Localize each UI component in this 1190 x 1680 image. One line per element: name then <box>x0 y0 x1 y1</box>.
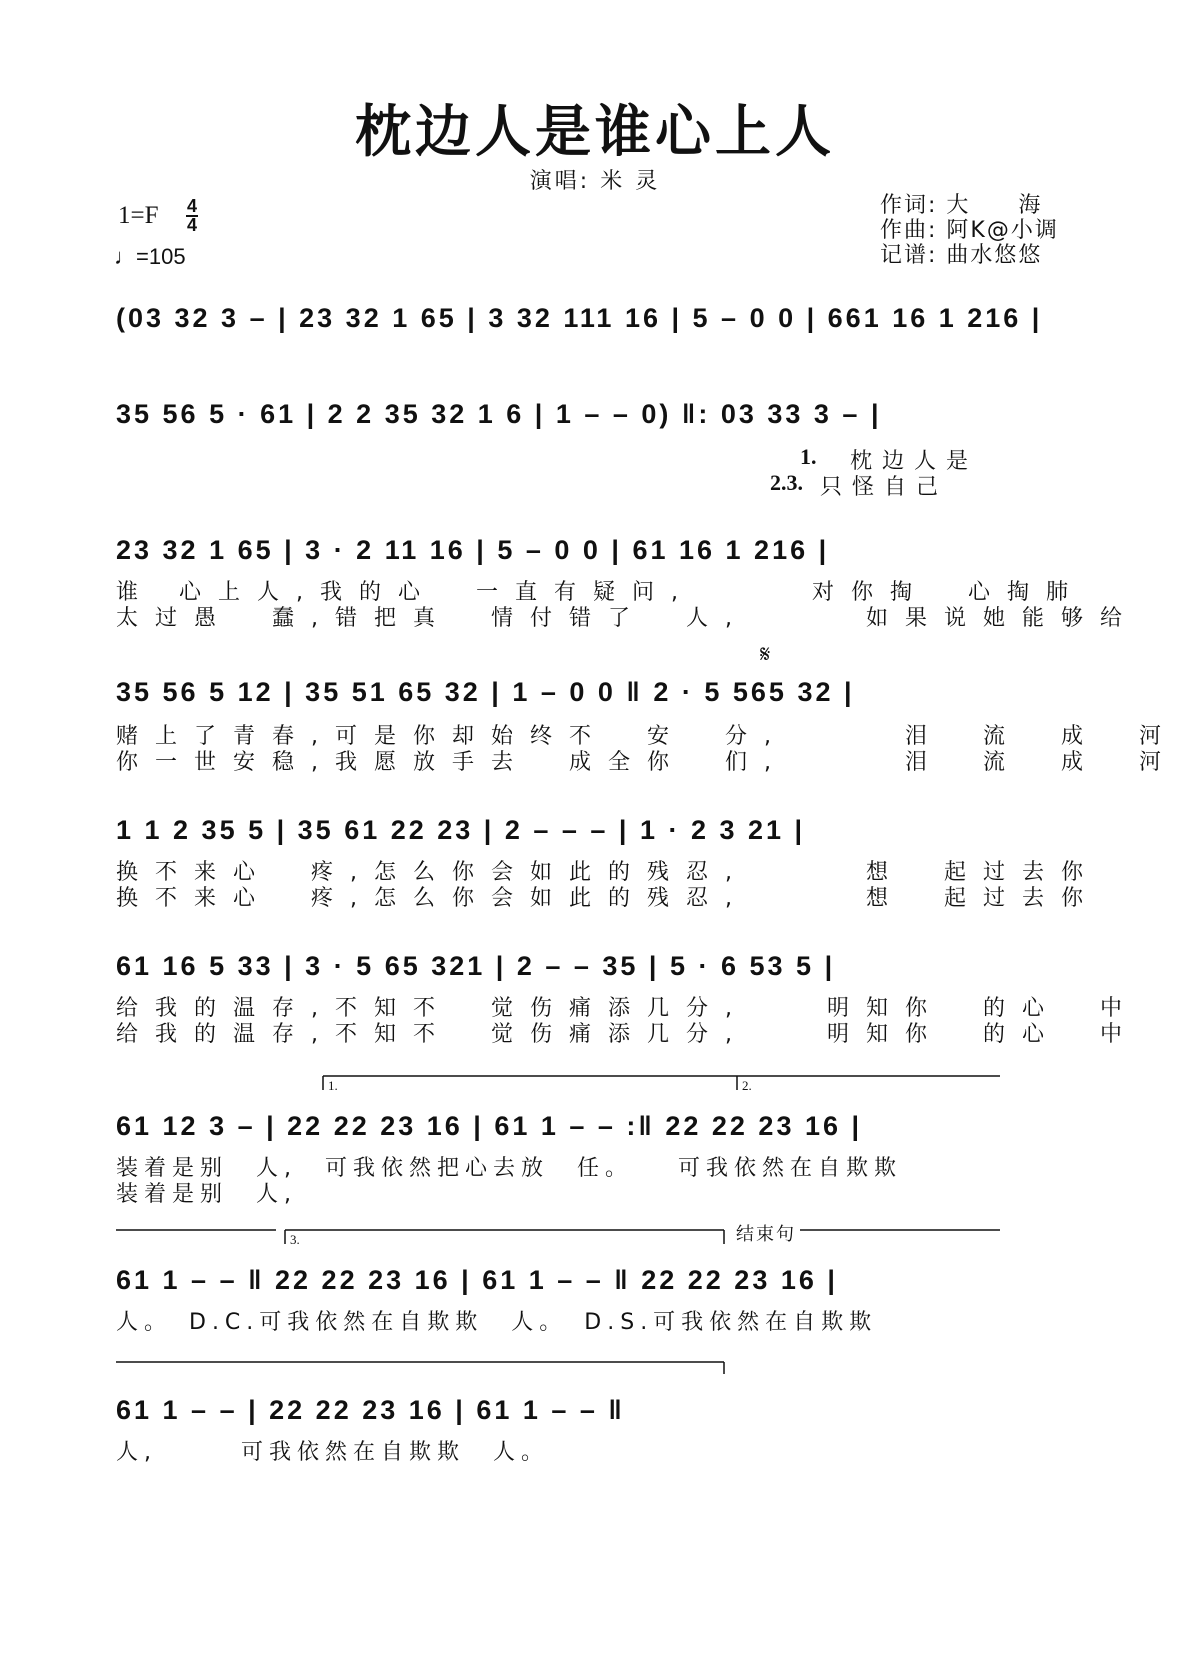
lyric-line: 赌上了青春,可是你却始终不 安 分, 泪 流 成 河 <box>116 724 1178 749</box>
verse-number-23: 2.3. <box>770 470 803 495</box>
composer-credit: 作曲: 阿K@小调 <box>880 218 1059 243</box>
notes-line: 61 1 – – ‖ 22 22 23 16 | 61 1 – – ‖ 22 22 23 16 | <box>116 1265 838 1295</box>
transcriber-credit: 记谱: 曲水悠悠 <box>880 243 1043 268</box>
singer-credit: 演唱: 米 灵 <box>529 169 661 194</box>
notes-line: 61 16 5 33 | 3 · 5 65 321 | 2 – – 35 | 5 · 6 53 5 | <box>116 951 836 981</box>
notes-line: 61 1 – – | 22 22 23 16 | 61 1 – – ‖ <box>116 1395 625 1425</box>
lyric-line: 装着是别 人, <box>116 1182 297 1207</box>
notation-row-6 <box>116 944 1000 988</box>
notes-line: 61 12 3 – | 22 22 23 16 | 61 1 – – :‖ 22 22 23 16 | <box>116 1111 863 1141</box>
volta-second-label: 2. <box>742 1078 752 1093</box>
verse-text-1: 枕边人是 <box>850 449 979 474</box>
ending-label: 结束句 <box>736 1224 796 1245</box>
lyric-line: 换不来心 疼,怎么你会如此的残忍, 想 起过去你 <box>116 886 1100 911</box>
ending-bracket-row-9 <box>0 1356 1190 1376</box>
lyric-line: 给我的温存,不知不 觉伤痛添几分, 明知你 的心 中 <box>116 1022 1139 1047</box>
notes-line: (03 32 3 – | 23 32 1 65 | 3 32 111 16 | 5 – 0 0 | 661 16 1 216 | <box>116 303 1043 333</box>
notes-line: 1 1 2 35 5 | 35 61 22 23 | 2 – – – | 1 · 2 3 21 | <box>116 815 806 845</box>
verse-text-23: 只怪自己 <box>820 475 949 500</box>
volta-brackets-row-7 <box>0 1072 1190 1092</box>
notation-row-2 <box>116 392 1000 436</box>
key-signature: 1=F <box>118 202 159 229</box>
volta-first-label: 1. <box>328 1078 338 1093</box>
notes-line: 35 56 5 12 | 35 51 65 32 | 1 – 0 0 ‖ 2 · 5 565 32 | <box>116 677 855 707</box>
tempo-mark: ♩=105 <box>114 244 186 269</box>
notation-row-7 <box>116 1104 1000 1148</box>
lyricist-credit: 作词: 大 海 <box>880 193 1043 218</box>
lyric-line: 换不来心 疼,怎么你会如此的残忍, 想 起过去你 <box>116 860 1100 885</box>
volta-third-label: 3. <box>290 1232 300 1247</box>
segno-sign: 𝄋 <box>760 640 771 668</box>
time-signature <box>186 198 198 234</box>
notation-row-4 <box>116 670 1000 714</box>
lyric-line: 谁 心上人,我的心 一直有疑问, 对你掏 心掏肺 <box>116 580 1085 605</box>
verse-number-1: 1. <box>800 444 817 469</box>
meter-top: 4 <box>186 196 197 216</box>
lyric-line: 装着是别 人, 可我依然把心去放 任。 可我依然在自欺欺 <box>116 1156 902 1181</box>
volta-brackets-row-8 <box>0 1222 1190 1246</box>
lyric-line: 你一世安稳,我愿放手去 成全你 们, 泪 流 成 河 <box>116 750 1178 775</box>
lyric-line: 人, 可我依然在自欺欺 人。 <box>116 1440 549 1465</box>
notation-row-1 <box>116 296 1043 340</box>
notation-row-8 <box>116 1258 1000 1302</box>
lyric-line: 人。 D.C.可我依然在自欺欺 人。 D.S.可我依然在自欺欺 <box>116 1310 878 1335</box>
notation-row-5 <box>116 808 1000 852</box>
song-title: 枕边人是谁心上人 <box>355 99 835 165</box>
lyric-line: 给我的温存,不知不 觉伤痛添几分, 明知你 的心 中 <box>116 996 1139 1021</box>
meter-bottom: 4 <box>186 215 197 235</box>
notation-row-9 <box>116 1388 1000 1432</box>
notes-line: 23 32 1 65 | 3 · 2 11 16 | 5 – 0 0 | 61 16 1 216 | <box>116 535 830 565</box>
notes-line: 35 56 5 · 61 | 2 2 35 32 1 6 | 1 – – 0) ‖: 03 33 3 – | <box>116 399 882 429</box>
notation-row-3 <box>116 528 1000 572</box>
lyric-line: 太过愚 蠢,错把真 情付错了 人, 如果说她能够给 <box>116 606 1139 631</box>
